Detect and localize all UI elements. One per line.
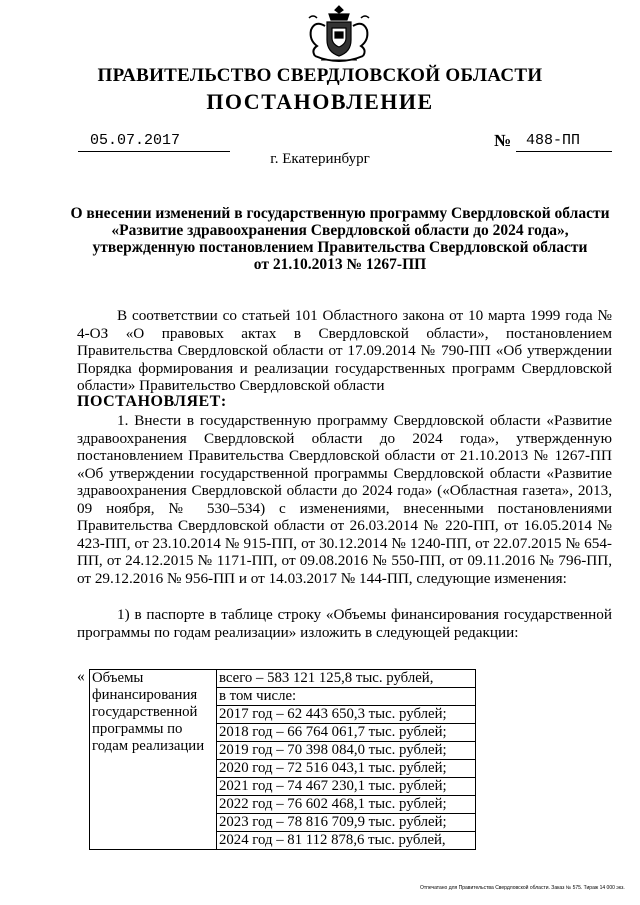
subitem-1 [77,606,612,641]
label-line: программы по [92,721,183,737]
resolves-heading: ПОСТАНОВЛЯЕТ: [77,393,227,410]
preamble [77,307,612,395]
funding-table [89,669,476,850]
value-line: 2020 год – 72 516 043,1 тыс. рублей; [217,760,475,778]
print-footer: Отпечатано для Правительства Свердловской области. Заказ № 575. Тираж 14 000 экз. [420,885,625,891]
title-line: утвержденную постановлением Правительства Свердловской области [92,239,588,256]
value-line: 2017 год – 62 443 650,3 тыс. рублей; [217,706,475,724]
funding-value-cell [217,670,476,850]
title-line: от 21.10.2013 № 1267-ПП [253,256,427,273]
document-title [70,205,610,273]
title-line: О внесении изменений в государственную программу Свердловской области [70,205,610,222]
document-number: 488-ПП [516,131,612,152]
subitem-1-text: 1) в паспорте в таблице строку «Объемы финансирования государственной программы по годам реализации» изложить в следующей редакции: [77,606,612,641]
value-line: 2018 год – 66 764 061,7 тыс. рублей; [217,724,475,742]
label-line: годам реализации [92,738,205,754]
funding-label-cell [90,670,217,850]
item-1-text: 1. Внести в государственную программу Свердловской области «Развитие здравоохранения Свердловской области до 2024 года», утвержденную постановлением Правительства Свердловской области от 21.10.2013 № 1267-ПП «Об утверждении государственной программы Свердловской области «Развитие здравоохранения Свердловской области до 2024 года» («Областная газета», 2013, 09 ноября, № 530–534) с изменениями, внесенными постановлениями Правительства Свердловской области от 26.03.2014 № 220-ПП, от 16.05.2014 № 423-ПП, от 23.10.2014 № 915-ПП, от 30.12.2014 № 1240-ПП, от 22.07.2015 № 654-ПП, от 24.12.2015 № 1171-ПП, от 09.08.2016 № 550-ПП, от 09.11.2016 № 796-ПП, от 29.12.2016 № 956-ПП и от 14.03.2017 № 144-ПП, следующие изменения: [77,412,612,587]
value-line: 2019 год – 70 398 084,0 тыс. рублей; [217,742,475,760]
table-row [90,670,476,850]
value-line: всего – 583 121 125,8 тыс. рублей, [217,670,475,688]
document-type: ПОСТАНОВЛЕНИЕ [206,89,434,114]
city: г. Екатеринбург [270,151,370,167]
item-1 [77,412,612,587]
label-line: Объемы [92,670,144,686]
title-line: «Развитие здравоохранения Свердловской области до 2024 года», [111,222,569,239]
value-line: в том числе: [217,688,475,706]
organization-name: ПРАВИТЕЛЬСТВО СВЕРДЛОВСКОЙ ОБЛАСТИ [97,65,543,86]
number-label: № [494,131,512,150]
opening-quote: « [77,668,85,685]
value-line: 2024 год – 81 112 878,6 тыс. рублей, [219,832,446,848]
value-line: 2021 год – 74 467 230,1 тыс. рублей; [217,778,475,796]
preamble-text: В соответствии со статьей 101 Областного закона от 10 марта 1999 года № 4-ОЗ «О правовых актах в Свердловской области», постановлением Правительства Свердловской области от 17.09.2014 № 790-ПП «Об утверждении Порядка формирования и реализации государственных программ Свердловской области» Правительство Свердловской области [77,307,612,394]
value-line: 2022 год – 76 602 468,1 тыс. рублей; [217,796,475,814]
label-line: финансирования [92,687,198,703]
document-date: 05.07.2017 [78,131,230,152]
label-line: государственной [92,704,198,720]
coat-of-arms-icon [301,4,377,66]
value-line: 2023 год – 78 816 709,9 тыс. рублей; [217,814,475,832]
